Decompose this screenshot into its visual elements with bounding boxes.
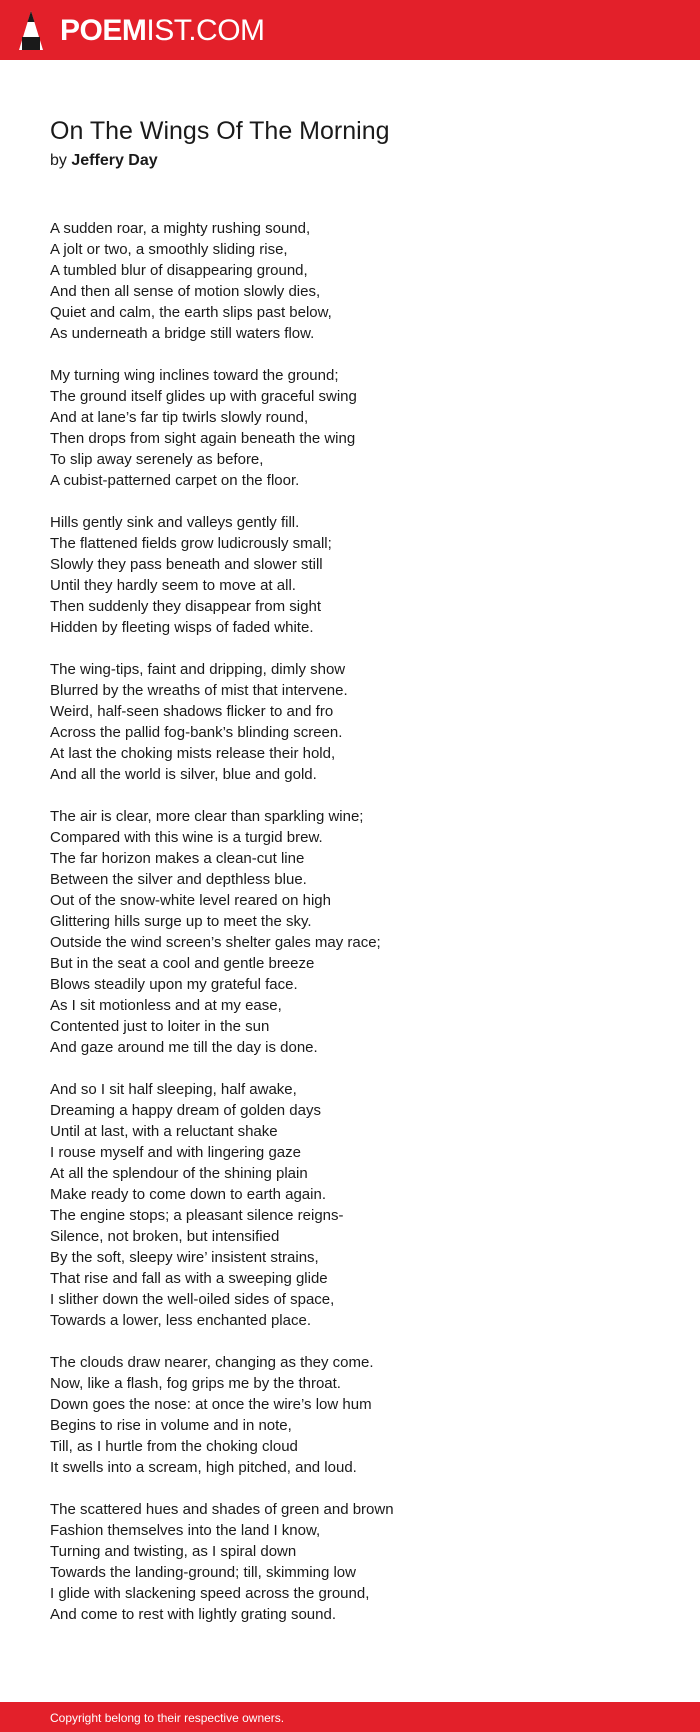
- poem-line: Silence, not broken, but intensified: [50, 1228, 280, 1245]
- poem-line: To slip away serenely as before,: [50, 451, 264, 468]
- poem-line: And then all sense of motion slowly dies,: [50, 283, 321, 300]
- poem-line: Then suddenly they disappear from sight: [50, 598, 321, 615]
- poem-line: Across the pallid fog-bank’s blinding screen.: [50, 724, 343, 741]
- poem-line: The scattered hues and shades of green and brown: [50, 1501, 394, 1518]
- poem-line: A jolt or two, a smoothly sliding rise,: [50, 241, 288, 258]
- poem-line: My turning wing inclines toward the ground;: [50, 367, 339, 384]
- poem-line: And at lane’s far tip twirls slowly round,: [50, 409, 309, 426]
- poem-line: A sudden roar, a mighty rushing sound,: [50, 220, 311, 237]
- poem-line: Till, as I hurtle from the choking cloud: [50, 1438, 298, 1455]
- poem-line: Turning and twisting, as I spiral down: [50, 1543, 297, 1560]
- poem-line: Outside the wind screen’s shelter gales may race;: [50, 934, 381, 951]
- poem-line: Then drops from sight again beneath the wing: [50, 430, 356, 447]
- poem-line: The wing-tips, faint and dripping, dimly show: [50, 661, 346, 678]
- poem-line: Out of the snow-white level reared on high: [50, 892, 331, 909]
- poem-line: The flattened fields grow ludicrously small;: [50, 535, 332, 552]
- poem-line: That rise and fall as with a sweeping glide: [50, 1270, 328, 1287]
- poem-line: By the soft, sleepy wire’ insistent strains,: [50, 1249, 319, 1266]
- poem-line: At last the choking mists release their hold,: [50, 745, 336, 762]
- poem-line: The clouds draw nearer, changing as they come.: [50, 1354, 374, 1371]
- poem-line: It swells into a scream, high pitched, and loud.: [50, 1459, 357, 1476]
- poem-line: As underneath a bridge still waters flow.: [50, 325, 315, 342]
- logo-text-bold: POEM: [60, 14, 147, 47]
- poem-title: On The Wings Of The Morning: [50, 117, 390, 145]
- pencil-tip-icon: [18, 10, 44, 52]
- poem-line: Dreaming a happy dream of golden days: [50, 1102, 321, 1119]
- poem-line: Hills gently sink and valleys gently fill.: [50, 514, 300, 531]
- poem-line: The far horizon makes a clean-cut line: [50, 850, 305, 867]
- logo-text-light: IST.COM: [146, 14, 265, 47]
- poem-line: Blurred by the wreaths of mist that intervene.: [50, 682, 348, 699]
- poem-line: I rouse myself and with lingering gaze: [50, 1144, 301, 1161]
- poem-line: I slither down the well-oiled sides of space,: [50, 1291, 335, 1308]
- copyright-text: Copyright belong to their respective owners.: [50, 1711, 285, 1725]
- poem-line: Contented just to loiter in the sun: [50, 1018, 270, 1035]
- poem-line: Begins to rise in volume and in note,: [50, 1417, 292, 1434]
- poem-line: Quiet and calm, the earth slips past below,: [50, 304, 332, 321]
- poem-heading: [50, 114, 650, 172]
- poem-line: And gaze around me till the day is done.: [50, 1039, 318, 1056]
- byline: [50, 150, 650, 172]
- stanza: [50, 659, 650, 785]
- poem-line: But in the seat a cool and gentle breeze: [50, 955, 315, 972]
- poem-line: Weird, half-seen shadows flicker to and fro: [50, 703, 334, 720]
- poem-line: Down goes the nose: at once the wire’s low hum: [50, 1396, 372, 1413]
- stanza: [50, 1352, 650, 1478]
- poem-line: At all the splendour of the shining plain: [50, 1165, 308, 1182]
- poem-line: Now, like a flash, fog grips me by the throat.: [50, 1375, 341, 1392]
- poem-line: Fashion themselves into the land I know,: [50, 1522, 321, 1539]
- poem-line: Between the silver and depthless blue.: [50, 871, 307, 888]
- poem-line: The air is clear, more clear than sparkling wine;: [50, 808, 364, 825]
- poem-line: I glide with slackening speed across the ground,: [50, 1585, 370, 1602]
- poem-body: [50, 218, 650, 1646]
- author-name[interactable]: Jeffery Day: [71, 152, 158, 169]
- poem-line: And so I sit half sleeping, half awake,: [50, 1081, 297, 1098]
- site-header: [0, 0, 700, 60]
- poem-line: Towards the landing-ground; till, skimming low: [50, 1564, 356, 1581]
- logo-text: [60, 16, 265, 46]
- poem-line: And all the world is silver, blue and gold.: [50, 766, 317, 783]
- poem-line: Until they hardly seem to move at all.: [50, 577, 296, 594]
- stanza: [50, 218, 650, 344]
- poem-line: Make ready to come down to earth again.: [50, 1186, 326, 1203]
- by-label: by: [50, 152, 67, 169]
- poem-line: Glittering hills surge up to meet the sky.: [50, 913, 312, 930]
- stanza: [50, 512, 650, 638]
- poem-line: As I sit motionless and at my ease,: [50, 997, 282, 1014]
- poem-line: Compared with this wine is a turgid brew.: [50, 829, 323, 846]
- site-logo[interactable]: [18, 10, 265, 52]
- poem-line: And come to rest with lightly grating sound.: [50, 1606, 336, 1623]
- poem-line: The engine stops; a pleasant silence reigns-: [50, 1207, 344, 1224]
- poem-line: A cubist-patterned carpet on the floor.: [50, 472, 300, 489]
- site-footer: [0, 1702, 700, 1732]
- poem-line: Towards a lower, less enchanted place.: [50, 1312, 311, 1329]
- poem-line: The ground itself glides up with graceful swing: [50, 388, 357, 405]
- stanza: [50, 1079, 650, 1331]
- poem-line: Slowly they pass beneath and slower still: [50, 556, 323, 573]
- poem-line: Hidden by fleeting wisps of faded white.: [50, 619, 314, 636]
- poem-line: Blows steadily upon my grateful face.: [50, 976, 298, 993]
- poem-line: Until at last, with a reluctant shake: [50, 1123, 278, 1140]
- stanza: [50, 365, 650, 491]
- poem-line: A tumbled blur of disappearing ground,: [50, 262, 308, 279]
- stanza: [50, 1499, 650, 1625]
- stanza: [50, 806, 650, 1058]
